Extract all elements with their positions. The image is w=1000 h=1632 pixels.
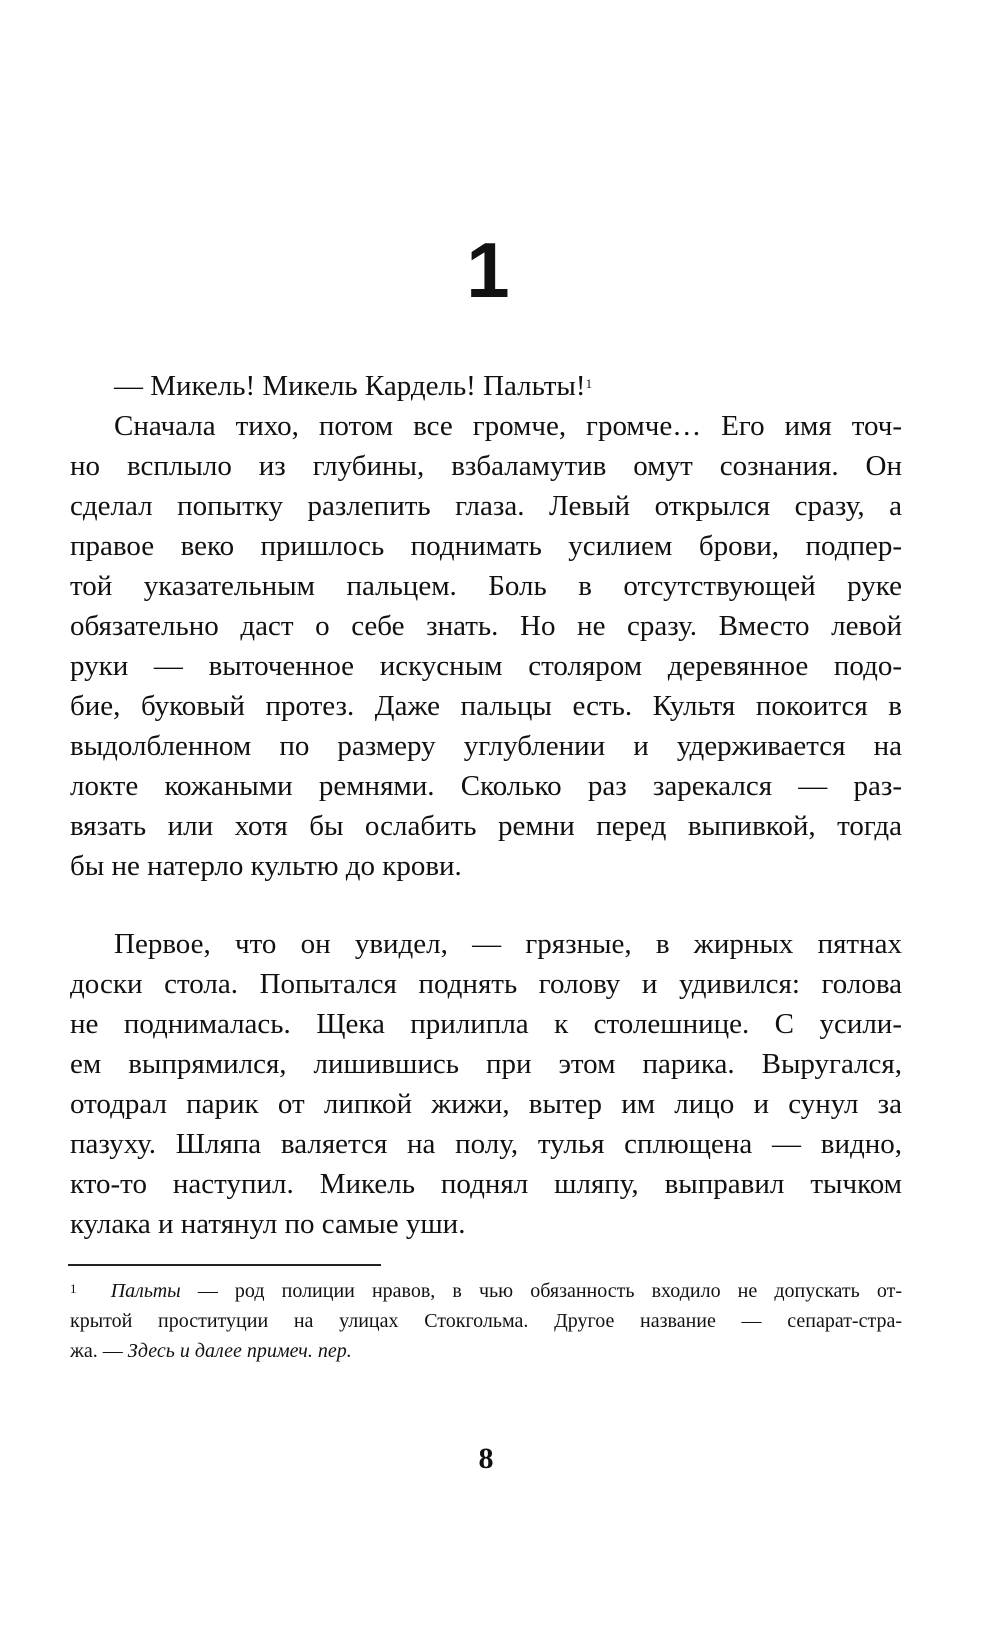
page-number: 8 [478, 1442, 494, 1475]
text-line: бие, буковый протез. Даже пальцы есть. Культя покоится в [70, 690, 902, 722]
footnote-marker: 1 [70, 1281, 77, 1296]
footnote-line: крытой проституции на улицах Стокгольма. Другое название — сепарат-стра- [70, 1310, 902, 1332]
footnote-text: жа. — [70, 1340, 128, 1362]
text-line: доски стола. Попытался поднять голову и удивился: голова [70, 968, 902, 1000]
dialogue-text: — Микель! Микель Кардель! Пальты! [114, 370, 586, 402]
text-line: кулака и натянул по самые уши. [70, 1208, 466, 1240]
text-line: той указательным пальцем. Боль в отсутствующей руке [70, 570, 902, 602]
footnote-text: — род полиции нравов, в чью обязанность входило не допускать от- [180, 1280, 902, 1302]
footnote-line [70, 1276, 902, 1306]
footnote-divider [68, 1264, 381, 1266]
text-line: локте кожаными ремнями. Сколько раз зарекался — раз- [70, 770, 902, 802]
text-line: вязать или хотя бы ослабить ремни перед выпивкой, тогда [70, 810, 902, 842]
footnote-line [70, 1336, 902, 1366]
footnote-note: Здесь и далее примеч. пер. [127, 1340, 352, 1362]
chapter-number: 1 [466, 226, 510, 314]
text-line: бы не натерло культю до крови. [70, 850, 462, 882]
text-line: сделал попытку разлепить глаза. Левый открылся сразу, а [70, 490, 902, 522]
text-line: выдолбленном по размеру углублении и удерживается на [70, 730, 902, 762]
text-line: ем выпрямился, лишившись при этом парика. Выругался, [70, 1048, 902, 1080]
text-line: Сначала тихо, потом все громче, громче… Его имя точ- [114, 410, 902, 442]
text-line: не поднималась. Щека прилипла к столешнице. С усили- [70, 1008, 902, 1040]
text-line: руки — выточенное искусным столяром деревянное подо- [70, 650, 902, 682]
dialogue-line [70, 366, 902, 406]
text-line: пазуху. Шляпа валяется на полу, тулья сплющена — видно, [70, 1128, 902, 1160]
text-line: правое веко пришлось поднимать усилием брови, подпер- [70, 530, 902, 562]
text-line: отодрал парик от липкой жижи, вытер им лицо и сунул за [70, 1088, 902, 1120]
text-line: кто-то наступил. Микель поднял шляпу, выправил тычком [70, 1168, 902, 1200]
text-line: Первое, что он увидел, — грязные, в жирных пятнах [114, 928, 902, 960]
paragraph-2 [70, 924, 902, 1244]
text-line: но всплыло из глубины, взбаламутив омут сознания. Он [70, 450, 902, 482]
paragraph-1 [70, 366, 902, 886]
footnote [70, 1276, 902, 1366]
footnote-term: Пальты [110, 1280, 181, 1302]
footnote-ref: 1 [585, 376, 593, 391]
text-line: обязательно даст о себе знать. Но не сразу. Вместо левой [70, 610, 902, 642]
